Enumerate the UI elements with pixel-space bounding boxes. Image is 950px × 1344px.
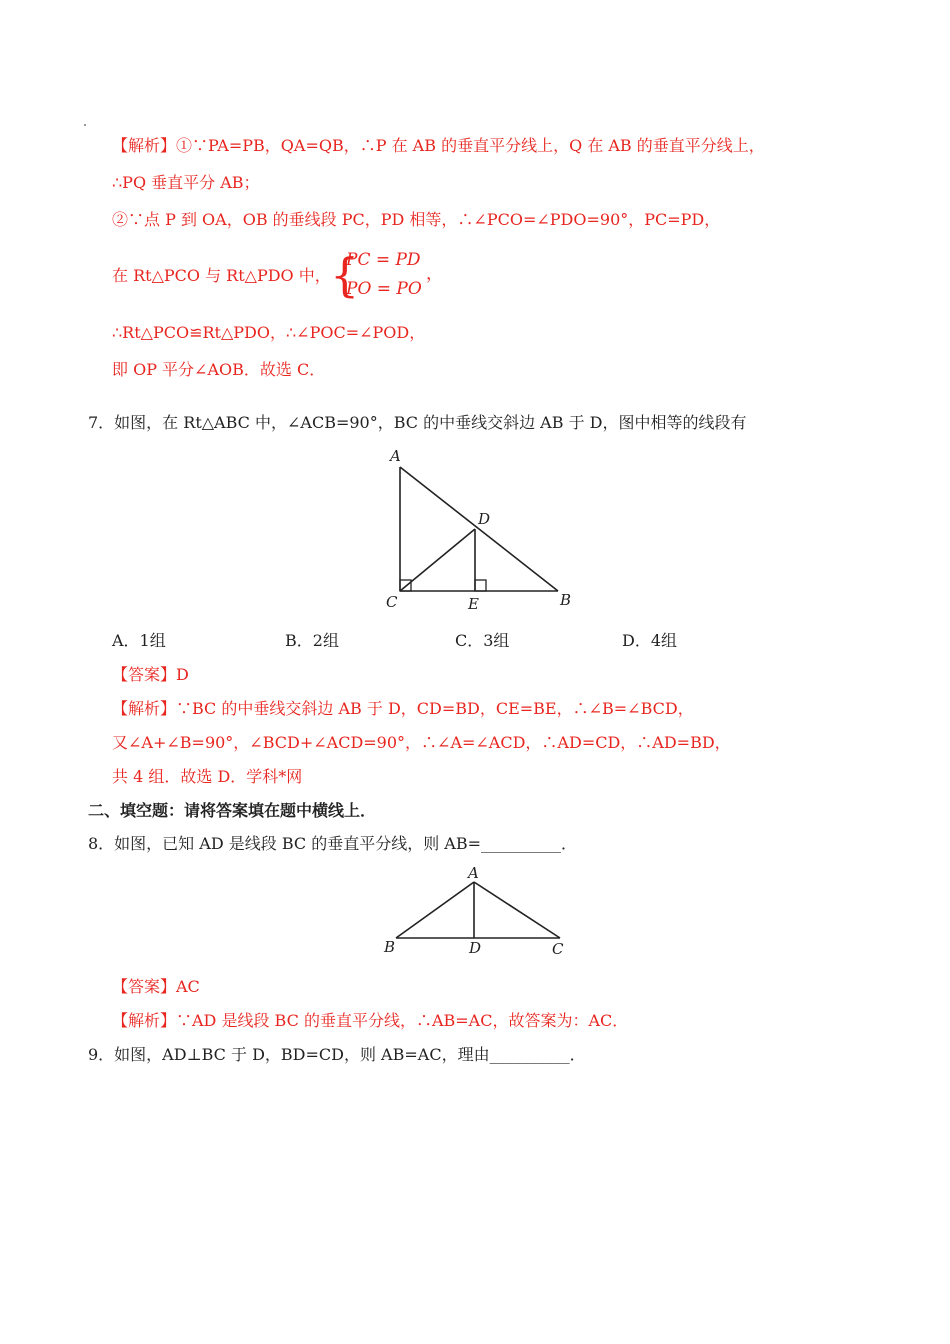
q7-label-E: E xyxy=(468,595,479,613)
q8-answer: 【答案】AC xyxy=(112,977,200,996)
q6-analysis-line4: 在 Rt△PCO 与 Rt△PDO 中， xyxy=(112,266,331,285)
q7-label-D: D xyxy=(478,510,491,528)
q7-option-c: C．3组 xyxy=(455,631,510,650)
q8-stem: 8．如图，已知 AD 是线段 BC 的垂直平分线，则 AB=__________． xyxy=(88,834,578,853)
q7-option-d: D．4组 xyxy=(622,631,678,650)
equation-system xyxy=(330,248,450,306)
q7-label-A: A xyxy=(390,447,401,465)
q7-answer: 【答案】D xyxy=(112,665,189,684)
q8-analysis: 【解析】∵AD 是线段 BC 的垂直平分线，∴AB=AC，故答案为：AC． xyxy=(112,1011,629,1030)
q8-label-A: A xyxy=(468,864,479,882)
q7-label-C: C xyxy=(386,593,398,611)
q6-analysis-line5: ∴Rt△PCO≌Rt△PDO，∴∠POC=∠POD， xyxy=(112,323,426,342)
q7-figure xyxy=(380,445,580,615)
q9-stem: 9．如图，AD⊥BC 于 D，BD=CD，则 AB=AC，理由__________． xyxy=(88,1045,586,1064)
q8-label-D: D xyxy=(469,939,482,957)
q7-option-a: A．1组 xyxy=(112,631,166,650)
q7-label-B: B xyxy=(560,591,572,609)
q6-analysis-line1: 【解析】①∵PA=PB，QA=QB，∴P 在 AB 的垂直平分线上，Q 在 AB 的垂直平分线上， xyxy=(112,136,765,155)
system-suffix: ， xyxy=(426,264,443,284)
q7-analysis-line1: 【解析】∵BC 的中垂线交斜边 AB 于 D，CD=BD，CE=BE，∴∠B=∠BCD， xyxy=(112,699,694,718)
q7-stem: 7．如图，在 Rt△ABC 中，∠ACB=90°，BC 的中垂线交斜边 AB 于 D，图中相等的线段有 xyxy=(88,413,747,432)
stray-dot xyxy=(84,124,86,126)
q8-figure xyxy=(376,862,576,962)
q7-analysis-line3: 共 4 组．故选 D．学科*网 xyxy=(112,767,303,786)
q7-analysis-line2: 又∠A+∠B=90°，∠BCD+∠ACD=90°，∴∠A=∠ACD，∴AD=CD，∴AD=BD， xyxy=(112,733,731,752)
q6-analysis-line3: ②∵点 P 到 OA，OB 的垂线段 PC，PD 相等，∴∠PCO=∠PDO=90°，PC=PD， xyxy=(112,210,721,229)
q7-option-b: B．2组 xyxy=(285,631,339,650)
q6-analysis-line2: ∴PQ 垂直平分 AB； xyxy=(112,173,260,192)
q8-label-B: B xyxy=(384,938,396,956)
section2-heading: 二、填空题：请将答案填在题中横线上． xyxy=(88,801,377,820)
q8-label-C: C xyxy=(552,940,564,958)
system-eq1: PC = PD xyxy=(346,250,421,270)
q6-analysis-line6: 即 OP 平分∠AOB．故选 C． xyxy=(112,360,326,379)
system-eq2: PO = PO xyxy=(346,279,422,299)
left-brace: { xyxy=(330,248,360,302)
